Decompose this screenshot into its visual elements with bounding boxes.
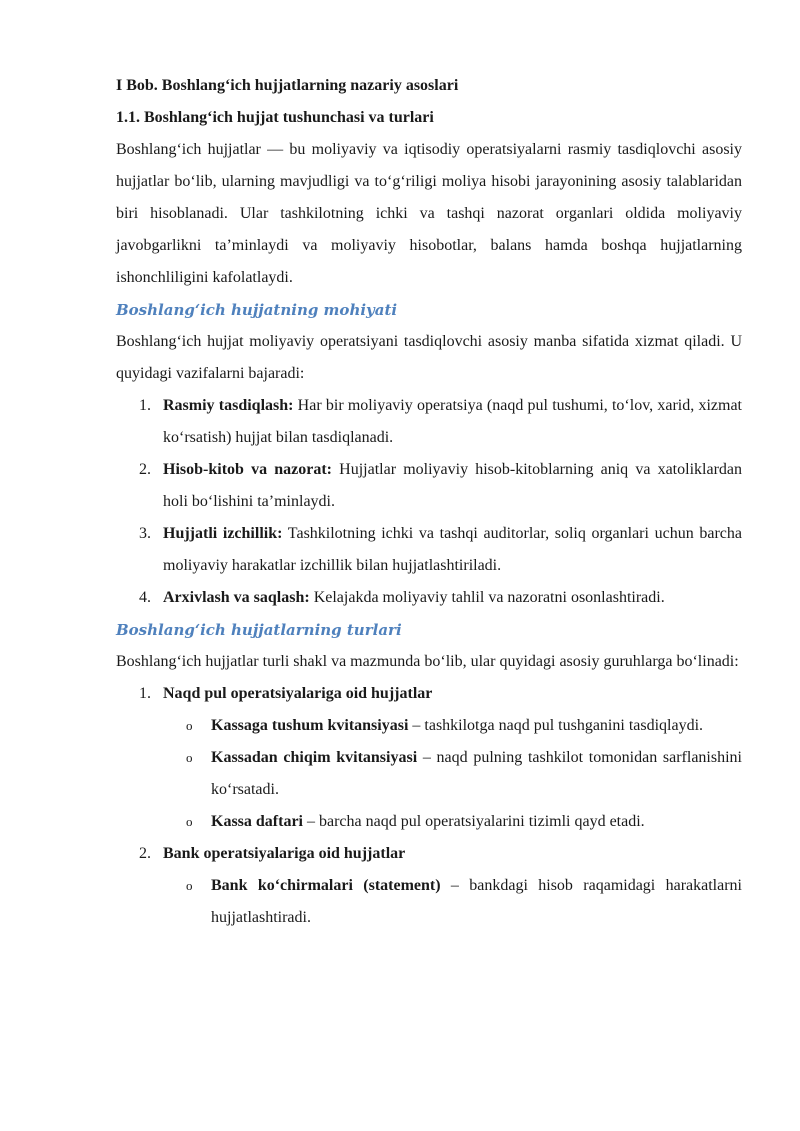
groups-list bbox=[116, 678, 742, 710]
bullet-text: – naqd pulning tashkilot tomonidan sarflanishini koʻrsatadi. bbox=[211, 749, 742, 798]
bullet-text: – tashkilotga naqd pul tushganini tasdiqlaydi. bbox=[408, 717, 704, 734]
list-item-text: Tashkilotning ichki va tashqi auditorlar, soliq organlari uchun barcha moliyaviy harakatlar izchillik bilan hujjatlashtiriladi. bbox=[163, 525, 742, 574]
bullet-item bbox=[116, 870, 742, 934]
bullet-marker: o bbox=[186, 814, 193, 829]
list-item bbox=[116, 518, 742, 582]
list-item-text: Kelajakda moliyaviy tahlil va nazoratni osonlashtiradi. bbox=[309, 589, 665, 606]
functions-list bbox=[116, 390, 742, 614]
group-item bbox=[116, 838, 742, 870]
bullet-item bbox=[116, 742, 742, 806]
cash-documents-list bbox=[116, 710, 742, 838]
bullet-item bbox=[116, 806, 742, 838]
list-item-term: Arxivlash va saqlash: bbox=[163, 589, 310, 606]
list-number: 4. bbox=[139, 589, 151, 606]
bullet-text: – barcha naqd pul operatsiyalarini tizimli qayd etadi. bbox=[303, 813, 645, 830]
list-item-text: Har bir moliyaviy operatsiya (naqd pul tushumi, toʻlov, xarid, xizmat koʻrsatish) hujjat bilan tasdiqlanadi. bbox=[163, 397, 743, 446]
bullet-marker: o bbox=[186, 750, 193, 765]
list-number: 3. bbox=[139, 525, 151, 542]
chapter-heading: I Bob. Boshlangʻich hujjatlarning nazariy asoslari bbox=[116, 77, 459, 94]
bank-documents-list bbox=[116, 870, 742, 934]
subheading-types: Boshlangʻich hujjatlarning turlari bbox=[116, 621, 402, 639]
group-item bbox=[116, 678, 742, 710]
groups-list-continued bbox=[116, 838, 742, 870]
list-item-term: Hisob-kitob va nazorat: bbox=[163, 461, 332, 478]
list-number: 1. bbox=[139, 397, 151, 414]
bullet-term: Bank koʻchirmalari (statement) bbox=[211, 877, 441, 894]
list-item bbox=[116, 582, 742, 614]
document-page bbox=[116, 70, 742, 934]
group-title: Naqd pul operatsiyalariga oid hujjatlar bbox=[163, 685, 433, 702]
types-paragraph: Boshlangʻich hujjatlar turli shakl va mazmunda boʻlib, ular quyidagi asosiy guruhlarga boʻlinadi: bbox=[116, 653, 739, 670]
list-item bbox=[116, 390, 742, 454]
bullet-term: Kassaga tushum kvitansiyasi bbox=[211, 717, 409, 734]
list-number: 2. bbox=[139, 845, 151, 862]
list-item-text: Hujjatlar moliyaviy hisob-kitoblarning aniq va xatoliklardan holi boʻlishini ta’minlaydi. bbox=[163, 461, 742, 510]
group-title: Bank operatsiyalariga oid hujjatlar bbox=[163, 845, 406, 862]
list-number: 1. bbox=[139, 685, 151, 702]
list-item-term: Rasmiy tasdiqlash: bbox=[163, 397, 294, 414]
bullet-marker: o bbox=[186, 878, 193, 893]
intro-paragraph: Boshlangʻich hujjatlar — bu moliyaviy va iqtisodiy operatsiyalarni rasmiy tasdiqlovchi asosiy hujjatlar boʻlib, ularning mavjudligi va toʻgʻriligi moliya hisobi jarayonining asosiy talablaridan biri hisoblanadi. Ular tashkilotning ichki va tashqi nazorat organlari oldida moliyaviy javobgarlikni ta’minlaydi va moliyaviy hisobotlar, balans hamda boshqa hujjatlarning ishonchliligini kafolatlaydi. bbox=[116, 141, 742, 286]
bullet-term: Kassa daftari bbox=[211, 813, 303, 830]
section-heading: 1.1. Boshlangʻich hujjat tushunchasi va turlari bbox=[116, 109, 434, 126]
bullet-text: – bankdagi hisob raqamidagi harakatlarni hujjatlashtiradi. bbox=[211, 877, 743, 926]
subheading-essence: Boshlangʻich hujjatning mohiyati bbox=[116, 301, 398, 319]
list-number: 2. bbox=[139, 461, 151, 478]
essence-paragraph: Boshlangʻich hujjat moliyaviy operatsiyani tasdiqlovchi asosiy manba sifatida xizmat qiladi. U quyidagi vazifalarni bajaradi: bbox=[116, 333, 742, 382]
bullet-marker: o bbox=[186, 718, 193, 733]
bullet-item bbox=[116, 710, 742, 742]
list-item bbox=[116, 454, 742, 518]
list-item-term: Hujjatli izchillik: bbox=[163, 525, 283, 542]
bullet-term: Kassadan chiqim kvitansiyasi bbox=[211, 749, 418, 766]
